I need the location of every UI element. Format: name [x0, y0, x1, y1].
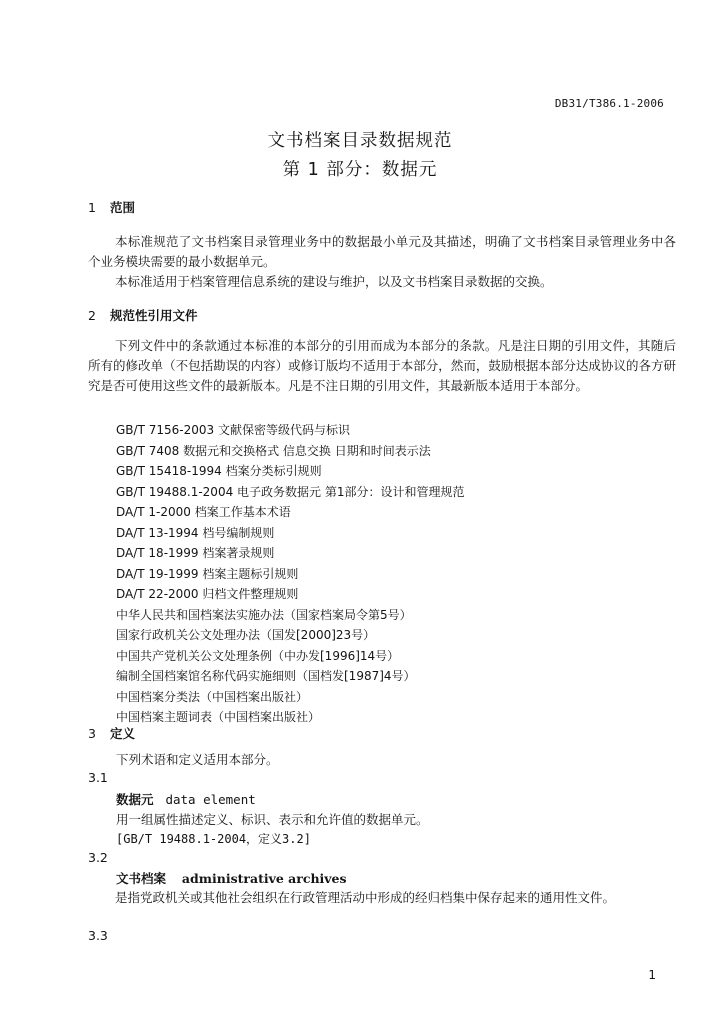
term-number: 3.1: [88, 770, 108, 785]
term-definition: 用一组属性描述定义、标识、表示和允许值的数据单元。: [116, 812, 429, 827]
reference-item: DA/T 19-1999 档案主题标引规则: [116, 566, 299, 581]
section-1-paragraph-2: 本标准适用于档案管理信息系统的建设与维护，以及文书档案目录数据的交换。: [115, 274, 553, 289]
document-title: 文书档案目录数据规范: [267, 131, 453, 151]
term-number: 3.2: [88, 850, 108, 865]
reference-list: [116, 420, 464, 728]
document-subtitle: 第 1 部分：数据元: [282, 160, 438, 180]
reference-item: 中华人民共和国档案法实施办法（国家档案局令第5号）: [116, 607, 412, 622]
section-2-paragraph: 下列文件中的条款通过本标准的本部分的引用而成为本部分的条款。凡是注日期的引用文件，其随后所有的修改单（不包括勘误的内容）或修订版均不适用于本部分，然而，鼓励根据本部分达成协议的各方研究是否可使用这些文件的最新版本。凡是不注日期的引用文件，其最新版本适用于本部分。: [88, 338, 676, 394]
term-name-zh: 数据元: [116, 792, 154, 807]
reference-item: GB/T 15418-1994 档案分类标引规则: [116, 464, 322, 478]
section-1-heading: [88, 198, 135, 216]
reference-item: GB/T 7408 数据元和交换格式 信息交换 日期和时间表示法: [116, 443, 431, 458]
section-2-title: 规范性引用文件: [110, 308, 198, 323]
term-definition: 是指党政机关或其他社会组织在行政管理活动中形成的经归档集中保存起来的通用性文件。: [115, 890, 616, 905]
page-number: 1: [648, 968, 656, 982]
reference-item: 中国档案主题词表（中国档案出版社）: [116, 710, 321, 724]
section-2-heading: [88, 306, 198, 324]
term-number: 3.3: [88, 928, 108, 943]
section-3-title: 定义: [110, 726, 136, 741]
section-3-number: 3: [88, 726, 96, 741]
standard-code: DB31/T386.1-2006: [554, 97, 664, 110]
term-source: [GB/T 19488.1-2004，定义3.2]: [116, 832, 311, 846]
reference-item: DA/T 22-2000 归档文件整理规则: [116, 587, 299, 601]
term-name-en: administrative archives: [181, 871, 347, 886]
reference-item: 编制全国档案馆名称代码实施细则（国档发[1987]4号）: [116, 669, 416, 683]
term-name-en: data element: [165, 792, 256, 807]
section-1-number: 1: [88, 200, 96, 215]
term-heading: [116, 790, 256, 808]
reference-item: GB/T 7156-2003 文献保密等级代码与标识: [116, 423, 350, 437]
section-3-heading: [88, 724, 135, 742]
term-name-zh: 文书档案: [116, 871, 167, 886]
reference-item: 中国共产党机关公文处理条例（中办发[1996]14号）: [116, 648, 400, 663]
section-2-number: 2: [88, 308, 96, 323]
reference-item: 中国档案分类法（中国档案出版社）: [116, 689, 309, 704]
term-heading: [116, 869, 347, 887]
reference-item: GB/T 19488.1-2004 电子政务数据元 第1部分：设计和管理规范: [116, 484, 465, 499]
reference-item: DA/T 18-1999 档案著录规则: [116, 546, 275, 560]
reference-item: 国家行政机关公文处理办法（国发[2000]23号）: [116, 628, 376, 642]
reference-item: DA/T 1-2000 档案工作基本术语: [116, 505, 291, 519]
section-1-title: 范围: [110, 200, 136, 215]
section-3-intro: 下列术语和定义适用本部分。: [116, 752, 279, 767]
section-1-paragraph-1: 本标准规范了文书档案目录管理业务中的数据最小单元及其描述，明确了文书档案目录管理业务中各个业务模块需要的最小数据单元。: [88, 234, 676, 270]
reference-item: DA/T 13-1994 档号编制规则: [116, 525, 275, 540]
